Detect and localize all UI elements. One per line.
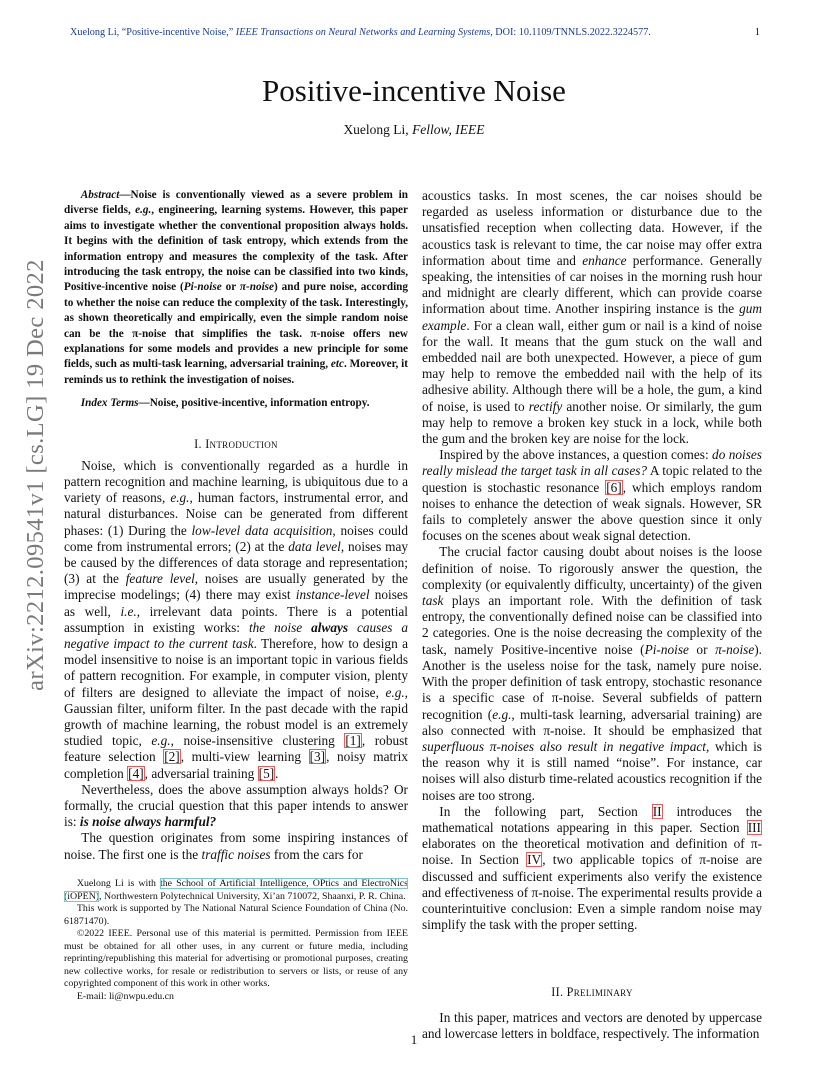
- citation-link[interactable]: [3]: [309, 749, 326, 765]
- paper-title: Positive-incentive Noise: [262, 73, 566, 108]
- section-heading-introduction: I. Introduction: [194, 436, 278, 451]
- footnote-copyright: ©2022 IEEE. Personal use of this material is permitted. Permission from IEEE must be obtained for all other uses, in any current or future media, including reprinting/republishing this material for advertising or promotional purposes, creating new collective works, for resale or redistribution to servers or lists, or reuse of any copyrighted component of this work in other works.: [64, 928, 408, 989]
- index-terms-label: Index Terms: [80, 397, 139, 410]
- section-link[interactable]: II: [652, 803, 662, 819]
- citation-link[interactable]: [2]: [164, 749, 180, 765]
- arxiv-id-text: arXiv:2212.09541v1 [cs.LG] 19 Dec 2022: [22, 259, 49, 691]
- affiliation-link[interactable]: the School of Artificial Intelligence, OPtics and ElectroNics (iOPEN): [64, 878, 408, 902]
- footnote-affiliation: Xuelong Li is with the School of Artificial Intelligence, OPtics and ElectroNics (iOPEN), Northwestern Polytechnical University, Xi’an 710072, Shaanxi, P. R. China.: [64, 878, 408, 902]
- arxiv-stamp: [22, 259, 49, 691]
- citation-link[interactable]: [6]: [606, 479, 622, 495]
- right-paragraph-4: In the following part, Section II introduces the mathematical notations appearing in this paper. Section III elaborates on the theoretical motivation and definition of π-noise. In Section IV, two applicable topics of π-noise are discussed and sufficient experiments also verify the existence and effectiveness of π-noise. The experimental results provide a counterintuitive conclusion: Even a simple random noise may simplify the task with the proper setting.: [422, 803, 762, 933]
- header-prefix: Xuelong Li, “Positive-incentive Noise,”: [70, 27, 236, 38]
- author-name: Xuelong Li,: [343, 122, 413, 137]
- index-terms: Index Terms—Noise, positive-incentive, information entropy.: [80, 397, 370, 410]
- section-heading-preliminary: II. Preliminary: [551, 985, 633, 999]
- author-role: Fellow, IEEE: [412, 122, 485, 137]
- section-link[interactable]: IV: [527, 852, 542, 868]
- footnote-email: E-mail: li@nwpu.edu.cn: [76, 990, 174, 1002]
- header-page-number: 1: [754, 27, 760, 38]
- header-citation[interactable]: [70, 27, 651, 38]
- section-link[interactable]: III: [747, 819, 761, 835]
- footnotes: [64, 878, 408, 1003]
- page-number: 1: [410, 1032, 418, 1047]
- abstract: Abstract—Noise is conventionally viewed as a severe problem in diverse fields, e.g., engineering, learning systems. However, this paper aims to investigate whether the conventional proposition always holds. It begins with the definition of task entropy, which extends from the information entropy and measures the complexity of the task. After introducing the task entropy, the noise can be classified into two kinds, Positive-incentive noise (Pi-noise or π-noise) and pure noise, according to whether the noise can reduce the complexity of the task. Interestingly, as shown theoretically and empirically, even the simple random noise can be the π-noise that simplifies the task. π-noise offers new explanations for some models and provides a new principle for some fields, such as multi-task learning, adversarial training, etc. Moreover, it reminds us to rethink the investigation of noises.: [64, 189, 408, 386]
- intro-paragraph-2: Nevertheless, does the above assumption always holds? Or formally, the crucial question that this paper intends to answer is: is noise always harmful?: [64, 781, 408, 830]
- right-paragraph-2: Inspired by the above instances, a question comes: do noises really mislead the target task in all cases? A topic related to the question is stochastic resonance [6], which employs random noises to enhance the detection of weak signals. However, SR fails to completely answer the above question since it only focuses on the scenes about weak signal detection.: [422, 447, 762, 544]
- header-journal: IEEE Transactions on Neural Networks and Learning Systems: [235, 27, 491, 38]
- citation-link[interactable]: [5]: [258, 765, 275, 781]
- preliminary-paragraph-1: In this paper, matrices and vectors are denoted by uppercase and lowercase letters in boldface, respectively. The information: [422, 1010, 762, 1042]
- right-paragraph-1: acoustics tasks. In most scenes, the car noises should be regarded as useless information or disturbance due to the unsatisfied reception when collecting data. However, if the acoustics task is relevant to time, the car noise may offer extra information about time and enhance performance. Generally speaking, the intensities of car noises in the morning rush hour and midnight are clearly different, which can provide coarse information about time. Another inspiring instance is the gum example. For a clean wall, either gum or nail is a kind of noise for the wall. It means that the gum stuck on the wall and embedded nail are both unexpected. However, a piece of gum may help to remove the embedded nail with the help of its adhesive ability. Although there will be a hole, the gum, a kind of noise, is used to rectify another noise. Or similarly, the gum may help to remove a broken key stuck in a lock, while both the gum and the broken key are noise for the lock.: [422, 188, 762, 447]
- citation-link[interactable]: [4]: [128, 765, 144, 781]
- intro-paragraph-3: The question originates from some inspiring instances of noise. The first one is the traffic noises from the cars for: [64, 830, 408, 862]
- running-header: [70, 27, 758, 43]
- intro-paragraph-1: Noise, which is conventionally regarded as a hurdle in pattern recognition and machine learning, is ubiquitous due to a variety of reasons, e.g., human factors, instrumental error, and natural disturbances. Noise can be generated from different phases: (1) During the low-level data acquisition, noises could come from instrumental errors; (2) at the data level, noises may be caused by the differences of data storage and representation; (3) at the feature level, noises are usually generated by the imprecise modelings; (4) there may exist instance-level noises as well, i.e., irrelevant data points. There is a potential assumption in existing works: the noise always causes a negative impact to the current task. Therefore, how to design a model insensitive to noise is an important topic in various fields of pattern recognition. For example, in computer vision, plenty of filters are designed to alleviate the impact of noise, e.g., Gaussian filter, uniform filter. In the past decade with the rapid growth of machine learning, the robust model is an extremely studied topic, e.g., noise-insensitive clustering [1], robust feature selection [2], multi-view learning [3], noisy matrix completion [4], adversarial training [5].: [64, 457, 409, 781]
- author-line: [0, 122, 828, 138]
- header-doi: , DOI: 10.1109/TNNLS.2022.3224577.: [490, 27, 651, 38]
- citation-link[interactable]: [1]: [345, 733, 361, 749]
- right-paragraph-3: The crucial factor causing doubt about noises is the loose definition of noise. To rigorously answer the question, the complexity (or equivalently difficulty, uncertainty) of the given task plays an important role. With the definition of task entropy, the conventionally defined noise can be classified into 2 categories. One is the noise decreasing the complexity of the task, namely Positive-incentive noise (Pi-noise or π-noise). Another is the useless noise for the task, namely pure noise. With the proper definition of task entropy, stochastic resonance is a specific case of π-noise. Several subfields of pattern recognition (e.g., multi-task learning, adversarial training) are also connected with π-noise. It should be emphasized that superfluous π-noises also result in negative impact, which is the reason why it is still named “noise”. For instance, car noises will also disturb time-related acoustics recognition if the noises are too strong.: [422, 544, 762, 803]
- left-column: [64, 188, 408, 863]
- abstract-label: Abstract: [80, 189, 120, 201]
- footnote-funding: This work is supported by The National Natural Science Foundation of China (No. 61871470).: [64, 903, 408, 927]
- right-column: [422, 188, 762, 933]
